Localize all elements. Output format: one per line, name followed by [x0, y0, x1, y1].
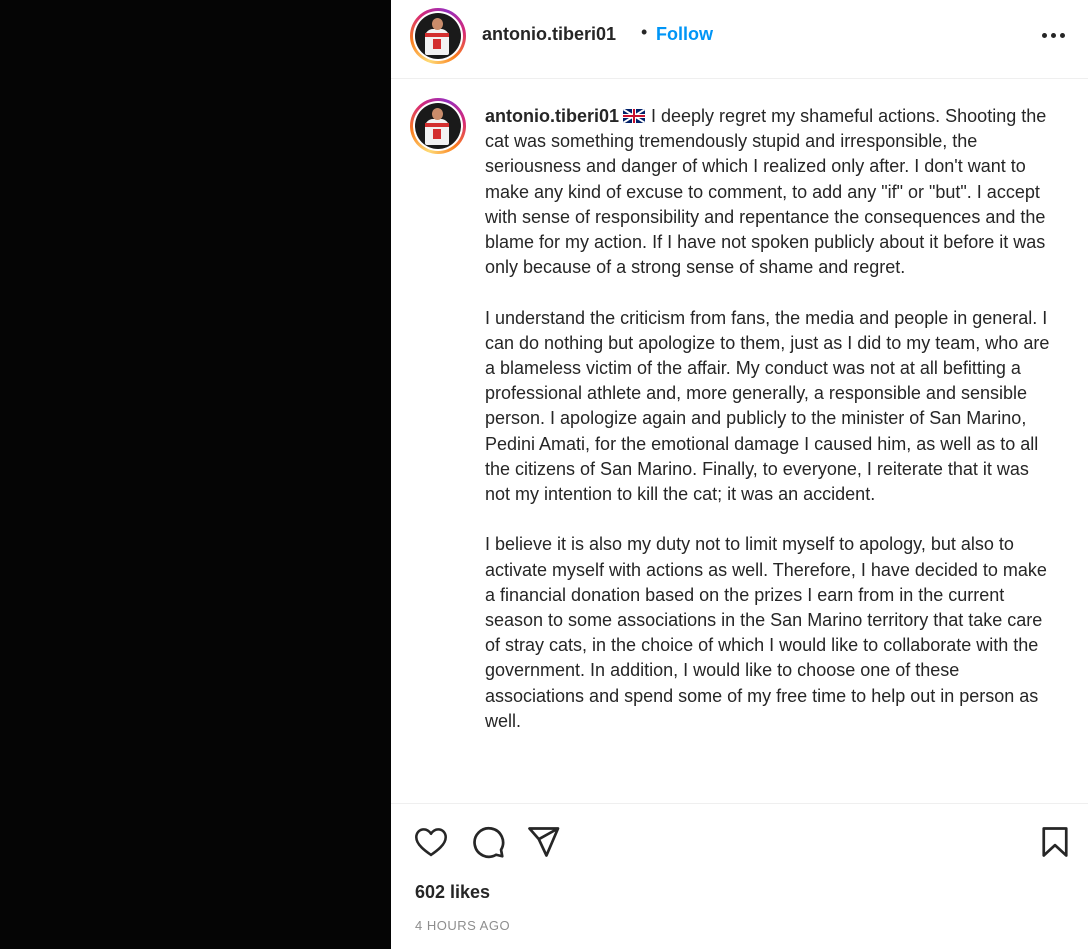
- post-actions: [391, 803, 1088, 949]
- caption-username[interactable]: antonio.tiberi01: [485, 106, 620, 126]
- caption-avatar[interactable]: [410, 98, 466, 154]
- likes-count[interactable]: 602 likes: [415, 882, 491, 902]
- post-panel: [391, 0, 1088, 949]
- caption-section[interactable]: [391, 80, 1088, 803]
- caption-body: I deeply regret my shameful actions. Shooting the cat was something tremendously stupid and irresponsible, the seriousness and danger of which I realized only after. I don't want to make any kind of excuse to comment, to add any "if" or "but". I accept with sense of responsibility and repentance the consequences and the blame for my action. If I have not spoken publicly about it before it was only because of a strong sense of shame and regret. I understand the criticism from fans, the media and people in general. I can do nothing but apologize to them, just as I did to my team, who are a blameless victim of the affair. My conduct was not at all befitting a professional athlete and, more generally, a responsible and sensible person. I apologize again and publicly to the minister of San Marino, Pedini Amati, for the emotional damage I caused him, as well as to all the citizens of San Marino. Finally, to everyone, I reiterate that it was not my intention to kill the cat; it was an accident. I believe it is also my duty not to limit myself to apology, but also to activate myself with actions as well. Therefore, I have decided to make a financial donation based on the prizes I earn from in the current season to some associations in the San Marino territory that take care of stray cats, in the choice of which I would like to collaborate with the government. In addition, I would like to choose one of these associations and spend some of my free time to help out in person as well.: [485, 106, 1050, 731]
- follow-button[interactable]: Follow: [656, 24, 713, 44]
- post-timestamp[interactable]: 4 HOURS AGO: [415, 918, 511, 933]
- post-media[interactable]: [0, 0, 391, 949]
- avatar[interactable]: [410, 8, 466, 64]
- comment-icon[interactable]: [470, 824, 506, 860]
- separator-dot: •: [641, 22, 648, 42]
- send-icon[interactable]: [525, 824, 561, 860]
- more-horizontal-icon[interactable]: [1037, 25, 1069, 45]
- post-header: [391, 0, 1088, 79]
- uk-flag-icon: [623, 109, 645, 123]
- caption-text: [485, 104, 1055, 734]
- heart-icon[interactable]: [413, 824, 449, 860]
- header-username[interactable]: antonio.tiberi01: [482, 24, 617, 44]
- bookmark-icon[interactable]: [1037, 824, 1073, 860]
